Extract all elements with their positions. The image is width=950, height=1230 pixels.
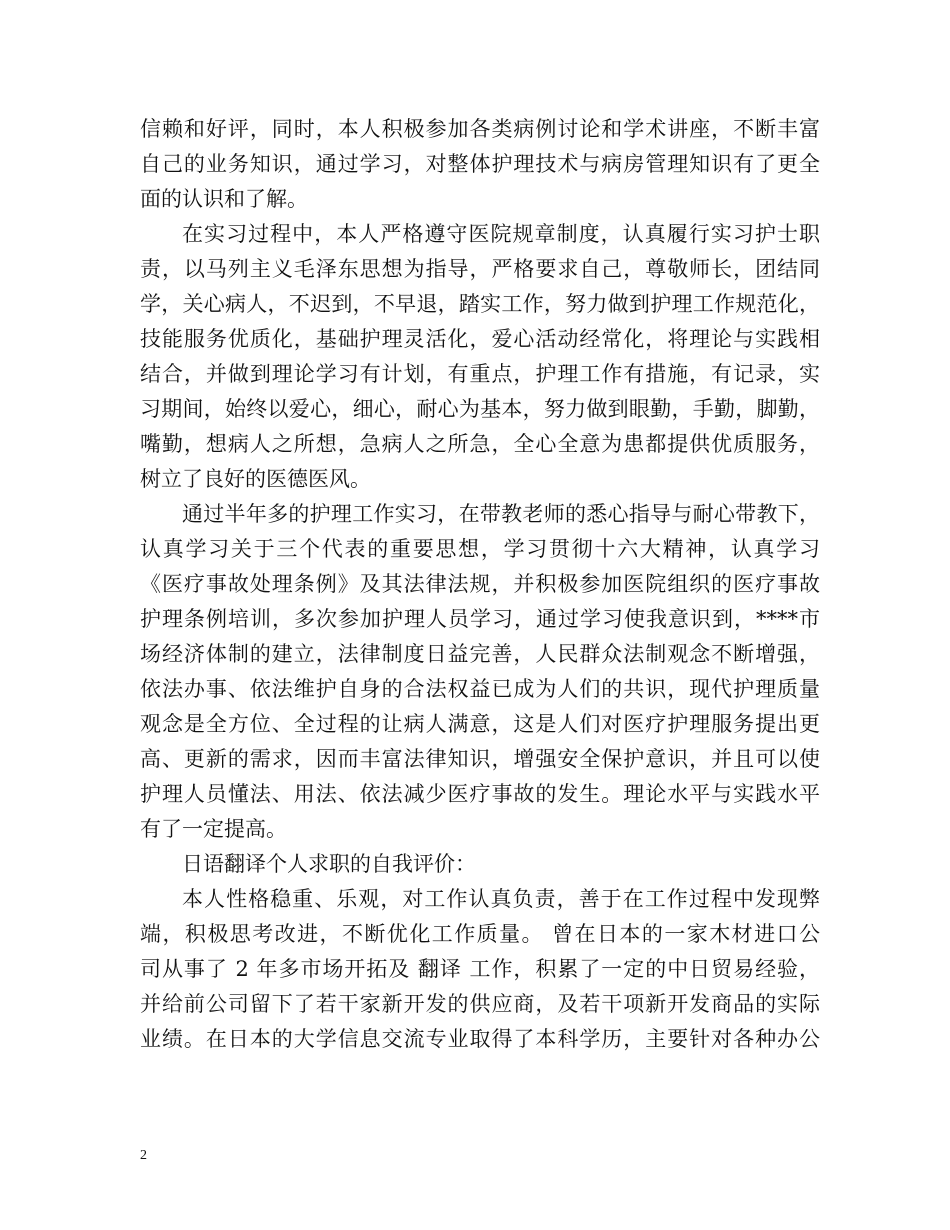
text-line: 有了一定提高。 [140,817,287,841]
text-line: 高、更新的需求，因而丰富法律知识，增强安全保护意识，并且可以使 [140,747,820,771]
text-line: 护理条例培训，多次参加护理人员学习，通过学习使我意识到，****市 [140,607,820,631]
text-line: 护理人员懂法、用法、依法减少医疗事故的发生。理论水平与实践水平 [140,782,820,806]
text-line: 嘴勤，想病人之所想，急病人之所急，全心全意为患都提供优质服务， [140,432,820,456]
text-line: 责，以马列主义毛泽东思想为指导，严格要求自己，尊敬师长，团结同 [140,257,820,281]
text-line: 面的认识和了解。 [140,187,308,211]
text-line: 自己的业务知识，通过学习，对整体护理技术与病房管理知识有了更全 [140,152,820,176]
text-line: 信赖和好评，同时，本人积极参加各类病例讨论和学术讲座，不断丰富 [140,117,820,141]
text-line: 技能服务优质化，基础护理灵活化，爱心活动经常化，将理论与实践相 [140,327,820,351]
document-body [140,112,820,1057]
text-line: 认真学习关于三个代表的重要思想，学习贯彻十六大精神，认真学习 [140,537,820,561]
text-line: 在实习过程中，本人严格遵守医院规章制度，认真履行实习护士职 [182,222,820,246]
text-line: 并给前公司留下了若干家新开发的供应商，及若干项新开发商品的实际 [140,992,820,1016]
text-line: 场经济体制的建立，法律制度日益完善，人民群众法制观念不断增强， [140,642,820,666]
text-line: 司从事了 2 年多市场开拓及 翻译 工作，积累了一定的中日贸易经验， [140,957,820,981]
text-line: 结合，并做到理论学习有计划，有重点，护理工作有措施，有记录，实 [140,362,820,386]
text-line: 端，积极思考改进，不断优化工作质量。 曾在日本的一家木材进口公 [140,922,820,946]
text-line: 业绩。在日本的大学信息交流专业取得了本科学历，主要针对各种办公 [140,1027,820,1051]
text-line: 本人性格稳重、乐观，对工作认真负责，善于在工作过程中发现弊 [182,887,820,911]
text-line: 通过半年多的护理工作实习，在带教老师的悉心指导与耐心带教下， [182,502,820,526]
text-line: 习期间，始终以爱心，细心，耐心为基本，努力做到眼勤，手勤，脚勤， [140,397,820,421]
text-line: 学，关心病人，不迟到，不早退，踏实工作，努力做到护理工作规范化， [140,292,820,316]
page-number: 2 [140,1148,147,1163]
text-line: 观念是全方位、全过程的让病人满意，这是人们对医疗护理服务提出更 [140,712,820,736]
text-line: 《医疗事故处理条例》及其法律法规，并积极参加医院组织的医疗事故 [140,572,820,596]
text-line: 依法办事、依法维护自身的合法权益已成为人们的共识，现代护理质量 [140,677,820,701]
text-line: 树立了良好的医德医风。 [140,467,371,491]
text-line: 日语翻译个人求职的自我评价： [182,852,476,876]
